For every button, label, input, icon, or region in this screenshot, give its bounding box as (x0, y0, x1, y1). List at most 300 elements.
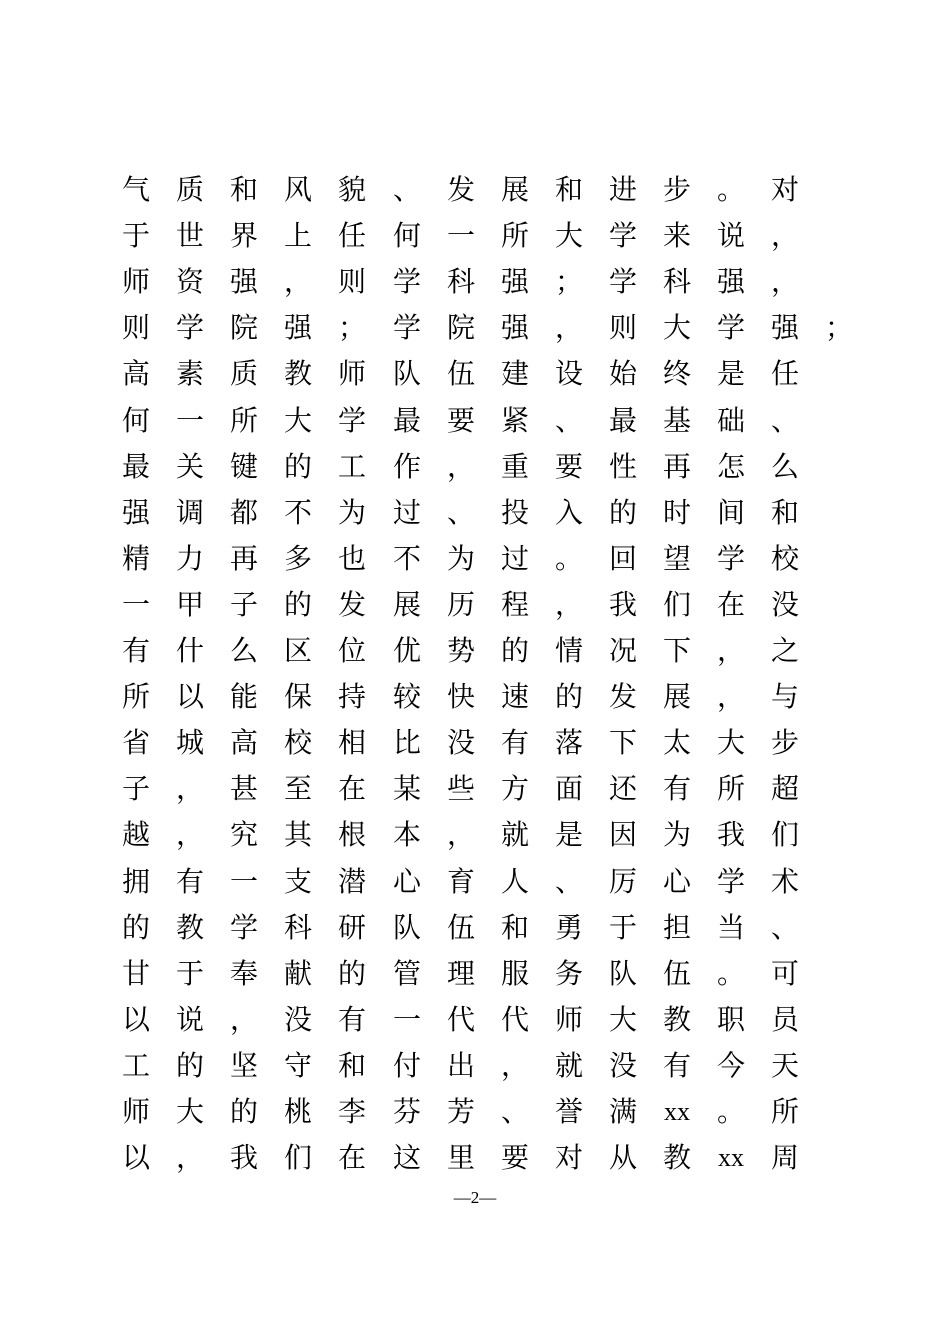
text-char: 质 (175, 173, 204, 206)
text-char: 教 (175, 911, 204, 944)
text-char: 甲 (175, 588, 204, 621)
text-char: 学 (392, 311, 421, 344)
text-char: 于 (608, 911, 637, 944)
text-char: 的 (337, 957, 366, 990)
text-char: 保 (283, 680, 312, 713)
text-char: 的 (500, 634, 529, 667)
text-char: 从 (608, 1141, 637, 1174)
text-char: 来 (662, 219, 691, 252)
text-char: 则 (608, 311, 637, 344)
text-char: 就 (554, 1049, 583, 1082)
text-char: 何 (121, 404, 150, 437)
text-char: 所 (770, 1095, 799, 1128)
text-char: 师 (337, 357, 366, 390)
text-char: 强 (500, 265, 529, 298)
text-char: 最 (608, 404, 637, 437)
text-char: ； (824, 311, 853, 344)
text-line (0, 859, 950, 905)
text-char: 风 (283, 173, 312, 206)
text-char: 于 (121, 219, 150, 252)
text-line (0, 766, 950, 812)
text-char: 就 (500, 818, 529, 851)
text-char: 再 (662, 450, 691, 483)
text-char: 、 (554, 404, 583, 437)
text-char: ， (283, 265, 312, 298)
text-char: 付 (392, 1049, 421, 1082)
text-char: 大 (554, 219, 583, 252)
text-char: 、 (500, 1095, 529, 1128)
text-char: 步 (770, 726, 799, 759)
text-char: 发 (337, 588, 366, 621)
text-char: 。 (716, 1095, 745, 1128)
text-line (0, 720, 950, 766)
text-char: 、 (770, 404, 799, 437)
text-char: ， (554, 588, 583, 621)
text-char: 伍 (446, 357, 475, 390)
text-char: 始 (608, 357, 637, 390)
text-char: 伍 (446, 911, 475, 944)
text-char: 和 (229, 173, 258, 206)
text-char: 其 (283, 818, 312, 851)
text-char: 人 (500, 865, 529, 898)
text-char: 科 (662, 265, 691, 298)
page-number: —2— (453, 1188, 497, 1207)
text-char: 坚 (229, 1049, 258, 1082)
text-char: ， (770, 265, 799, 298)
text-char: 桃 (283, 1095, 312, 1128)
text-line (0, 905, 950, 951)
text-char: 支 (283, 865, 312, 898)
text-char: 与 (770, 680, 799, 713)
text-char: 院 (229, 311, 258, 344)
text-char: 多 (283, 542, 312, 575)
text-char: xx (664, 1097, 690, 1126)
text-char: 芬 (392, 1095, 421, 1128)
text-char: 献 (283, 957, 312, 990)
text-char: 所 (229, 404, 258, 437)
text-char: 这 (392, 1141, 421, 1174)
text-char: 誉 (554, 1095, 583, 1128)
text-char: 学 (175, 311, 204, 344)
text-char: 和 (337, 1049, 366, 1082)
text-char: 步 (662, 173, 691, 206)
text-char: 担 (662, 911, 691, 944)
text-char: 学 (608, 219, 637, 252)
text-char: 科 (446, 265, 475, 298)
text-char: 以 (121, 1141, 150, 1174)
text-char: 设 (554, 357, 583, 390)
text-char: 高 (229, 726, 258, 759)
text-char: 持 (337, 680, 366, 713)
text-line (0, 305, 950, 351)
text-char: 之 (770, 634, 799, 667)
text-line (0, 812, 950, 858)
text-char: 一 (175, 404, 204, 437)
text-char: 能 (229, 680, 258, 713)
text-char: 对 (554, 1141, 583, 1174)
text-char: 调 (175, 496, 204, 529)
text-char: 李 (337, 1095, 366, 1128)
text-char: 厉 (608, 865, 637, 898)
text-char: 最 (392, 404, 421, 437)
text-char: 、 (770, 911, 799, 944)
text-char: 势 (446, 634, 475, 667)
text-char: 一 (229, 865, 258, 898)
text-char: 。 (716, 957, 745, 990)
text-char: 科 (283, 911, 312, 944)
text-char: 下 (662, 634, 691, 667)
text-char: 学 (392, 265, 421, 298)
text-char: 代 (446, 1003, 475, 1036)
text-char: ， (175, 1141, 204, 1174)
text-char: 相 (337, 726, 366, 759)
text-char: 的 (608, 496, 637, 529)
text-char: 不 (392, 542, 421, 575)
text-char: 根 (337, 818, 366, 851)
text-line (0, 997, 950, 1043)
text-char: 有 (175, 865, 204, 898)
text-char: 当 (716, 911, 745, 944)
text-line (0, 674, 950, 720)
text-char: 教 (662, 1141, 691, 1174)
text-char: 强 (283, 311, 312, 344)
text-char: 教 (283, 357, 312, 390)
text-line (0, 1089, 950, 1135)
text-char: 也 (337, 542, 366, 575)
text-char: 落 (554, 726, 583, 759)
text-char: 的 (283, 450, 312, 483)
text-char: 要 (500, 1141, 529, 1174)
text-line (0, 490, 950, 536)
text-char: 时 (662, 496, 691, 529)
text-char: 历 (446, 588, 475, 621)
text-char: 强 (500, 311, 529, 344)
text-char: 子 (121, 772, 150, 805)
text-line (0, 536, 950, 582)
text-char: 大 (175, 1095, 204, 1128)
text-char: 为 (446, 542, 475, 575)
text-char: 职 (716, 1003, 745, 1036)
text-char: ， (716, 680, 745, 713)
text-char: 一 (392, 1003, 421, 1036)
text-line (0, 1043, 950, 1089)
text-char: 理 (446, 957, 475, 990)
text-char: 情 (554, 634, 583, 667)
text-char: 队 (608, 957, 637, 990)
text-char: 进 (608, 173, 637, 206)
text-char: 院 (446, 311, 475, 344)
text-char: 们 (283, 1141, 312, 1174)
text-char: 甚 (229, 772, 258, 805)
text-char: 一 (446, 219, 475, 252)
text-char: 都 (229, 496, 258, 529)
text-char: 我 (716, 818, 745, 851)
text-char: 区 (283, 634, 312, 667)
text-char: 所 (716, 772, 745, 805)
text-char: 学 (337, 404, 366, 437)
text-char: 大 (608, 1003, 637, 1036)
text-char: 奉 (229, 957, 258, 990)
text-char: 有 (500, 726, 529, 759)
text-char: 守 (283, 1049, 312, 1082)
text-line (0, 213, 950, 259)
text-char: 再 (229, 542, 258, 575)
text-char: 、 (554, 865, 583, 898)
text-char: 勇 (554, 911, 583, 944)
text-char: 研 (337, 911, 366, 944)
text-char: 管 (392, 957, 421, 990)
text-char: 和 (554, 173, 583, 206)
text-line (0, 167, 950, 213)
text-char: 们 (770, 818, 799, 851)
text-char: 在 (337, 1141, 366, 1174)
text-char: 为 (337, 496, 366, 529)
text-char: 我 (608, 588, 637, 621)
text-char: 、 (392, 173, 421, 206)
text-char: 要 (554, 450, 583, 483)
text-line (0, 951, 950, 997)
text-char: 质 (229, 357, 258, 390)
text-char: 强 (770, 311, 799, 344)
text-char: 师 (121, 265, 150, 298)
text-char: 则 (121, 311, 150, 344)
text-char: 伍 (662, 957, 691, 990)
text-line (0, 351, 950, 397)
text-char: 们 (662, 588, 691, 621)
text-char: 队 (392, 911, 421, 944)
text-char: 些 (446, 772, 475, 805)
text-char: 位 (337, 634, 366, 667)
text-char: 天 (770, 1049, 799, 1082)
text-char: 对 (770, 173, 799, 206)
text-char: 学 (716, 865, 745, 898)
text-char: 以 (175, 680, 204, 713)
text-char: ， (446, 450, 475, 483)
text-char: 学 (716, 311, 745, 344)
text-char: 强 (121, 496, 150, 529)
text-char: ， (446, 818, 475, 851)
text-char: 说 (716, 219, 745, 252)
text-char: 芳 (446, 1095, 475, 1128)
text-char: 键 (229, 450, 258, 483)
text-char: 校 (770, 542, 799, 575)
text-char: 说 (175, 1003, 204, 1036)
text-char: 资 (175, 265, 204, 298)
text-char: 较 (392, 680, 421, 713)
text-char: 间 (716, 496, 745, 529)
text-char: 世 (175, 219, 204, 252)
text-char: 下 (608, 726, 637, 759)
text-char: 本 (392, 818, 421, 851)
text-char: 大 (283, 404, 312, 437)
text-char: 育 (446, 865, 475, 898)
text-char: 上 (283, 219, 312, 252)
text-char: 潜 (337, 865, 366, 898)
text-char: 任 (770, 357, 799, 390)
text-char: 务 (554, 957, 583, 990)
text-char: 有 (662, 1049, 691, 1082)
text-char: 怎 (716, 450, 745, 483)
text-char: 展 (392, 588, 421, 621)
text-char: 为 (662, 818, 691, 851)
text-char: 作 (392, 450, 421, 483)
text-char: 任 (337, 219, 366, 252)
text-char: 拥 (121, 865, 150, 898)
text-char: 貌 (337, 173, 366, 206)
text-char: 则 (337, 265, 366, 298)
text-char: 至 (283, 772, 312, 805)
text-char: 某 (392, 772, 421, 805)
text-char: 基 (662, 404, 691, 437)
text-char: 究 (229, 818, 258, 851)
text-char: 展 (500, 173, 529, 206)
text-char: xx (718, 1143, 744, 1172)
text-char: 什 (175, 634, 204, 667)
text-char: 的 (121, 911, 150, 944)
text-char: 界 (229, 219, 258, 252)
text-char: 高 (121, 357, 150, 390)
text-char: 子 (229, 588, 258, 621)
text-char: 超 (770, 772, 799, 805)
text-char: 今 (716, 1049, 745, 1082)
text-char: 优 (392, 634, 421, 667)
text-char: 校 (283, 726, 312, 759)
text-char: 以 (121, 1003, 150, 1036)
text-char: 快 (446, 680, 475, 713)
text-char: 是 (554, 818, 583, 851)
text-char: 有 (121, 634, 150, 667)
text-char: 出 (446, 1049, 475, 1082)
text-char: ， (500, 1049, 529, 1082)
text-char: ， (770, 219, 799, 252)
text-char: 和 (770, 496, 799, 529)
text-char: 况 (608, 634, 637, 667)
text-char: 所 (121, 680, 150, 713)
text-char: ， (175, 818, 204, 851)
text-char: 服 (500, 957, 529, 990)
text-char: 没 (770, 588, 799, 621)
text-char: 建 (500, 357, 529, 390)
text-line (0, 444, 950, 490)
text-char: 城 (175, 726, 204, 759)
text-line (0, 398, 950, 444)
text-char: 有 (662, 772, 691, 805)
text-char: 的 (175, 1049, 204, 1082)
text-char: 没 (446, 726, 475, 759)
text-char: 过 (500, 542, 529, 575)
text-char: 心 (392, 865, 421, 898)
text-char: 有 (337, 1003, 366, 1036)
text-char: 周 (770, 1141, 799, 1174)
text-char: 面 (554, 772, 583, 805)
text-char: 没 (283, 1003, 312, 1036)
text-char: 强 (229, 265, 258, 298)
text-char: 太 (662, 726, 691, 759)
text-char: 术 (770, 865, 799, 898)
text-char: 学 (608, 265, 637, 298)
text-char: 的 (229, 1095, 258, 1128)
text-char: 发 (608, 680, 637, 713)
text-char: 和 (500, 911, 529, 944)
text-char: 还 (608, 772, 637, 805)
text-char: 关 (175, 450, 204, 483)
text-char: 入 (554, 496, 583, 529)
text-char: 学 (716, 542, 745, 575)
text-line (0, 628, 950, 674)
text-char: 性 (608, 450, 637, 483)
text-char: 精 (121, 542, 150, 575)
text-char: 方 (500, 772, 529, 805)
text-char: ， (175, 772, 204, 805)
text-char: 、 (446, 496, 475, 529)
text-char: 程 (500, 588, 529, 621)
text-char: 力 (175, 542, 204, 575)
text-char: 大 (662, 311, 691, 344)
text-char: 代 (500, 1003, 529, 1036)
text-char: 终 (662, 357, 691, 390)
text-char: 甘 (121, 957, 150, 990)
text-char: 素 (175, 357, 204, 390)
text-line (0, 259, 950, 305)
text-char: 要 (446, 404, 475, 437)
text-char: ； (337, 311, 366, 344)
text-char: 大 (716, 726, 745, 759)
text-char: 工 (337, 450, 366, 483)
text-char: 展 (662, 680, 691, 713)
text-char: 的 (283, 588, 312, 621)
text-char: 心 (662, 865, 691, 898)
text-char: 望 (662, 542, 691, 575)
text-char: 何 (392, 219, 421, 252)
text-char: 。 (716, 173, 745, 206)
text-char: 我 (229, 1141, 258, 1174)
text-char: 越 (121, 818, 150, 851)
text-char: 队 (392, 357, 421, 390)
text-char: 过 (392, 496, 421, 529)
text-char: 满 (608, 1095, 637, 1128)
text-char: ， (716, 634, 745, 667)
text-char: 工 (121, 1049, 150, 1082)
text-char: 重 (500, 450, 529, 483)
text-char: 紧 (500, 404, 529, 437)
text-char: 气 (121, 173, 150, 206)
text-char: 师 (121, 1095, 150, 1128)
text-char: 投 (500, 496, 529, 529)
text-char: 不 (283, 496, 312, 529)
text-char: 速 (500, 680, 529, 713)
text-char: 所 (500, 219, 529, 252)
text-char: 是 (716, 357, 745, 390)
text-char: 在 (337, 772, 366, 805)
text-char: 于 (175, 957, 204, 990)
text-char: 没 (608, 1049, 637, 1082)
text-line (0, 1135, 950, 1181)
text-char: ； (554, 265, 583, 298)
text-char: 比 (392, 726, 421, 759)
text-char: 里 (446, 1141, 475, 1174)
text-char: 。 (554, 542, 583, 575)
text-char: 最 (121, 450, 150, 483)
text-char: 发 (446, 173, 475, 206)
text-char: 么 (770, 450, 799, 483)
text-char: 学 (229, 911, 258, 944)
text-char: 员 (770, 1003, 799, 1036)
text-char: 的 (554, 680, 583, 713)
text-char: 础 (716, 404, 745, 437)
text-char: ， (554, 311, 583, 344)
text-char: 么 (229, 634, 258, 667)
text-char: 强 (716, 265, 745, 298)
